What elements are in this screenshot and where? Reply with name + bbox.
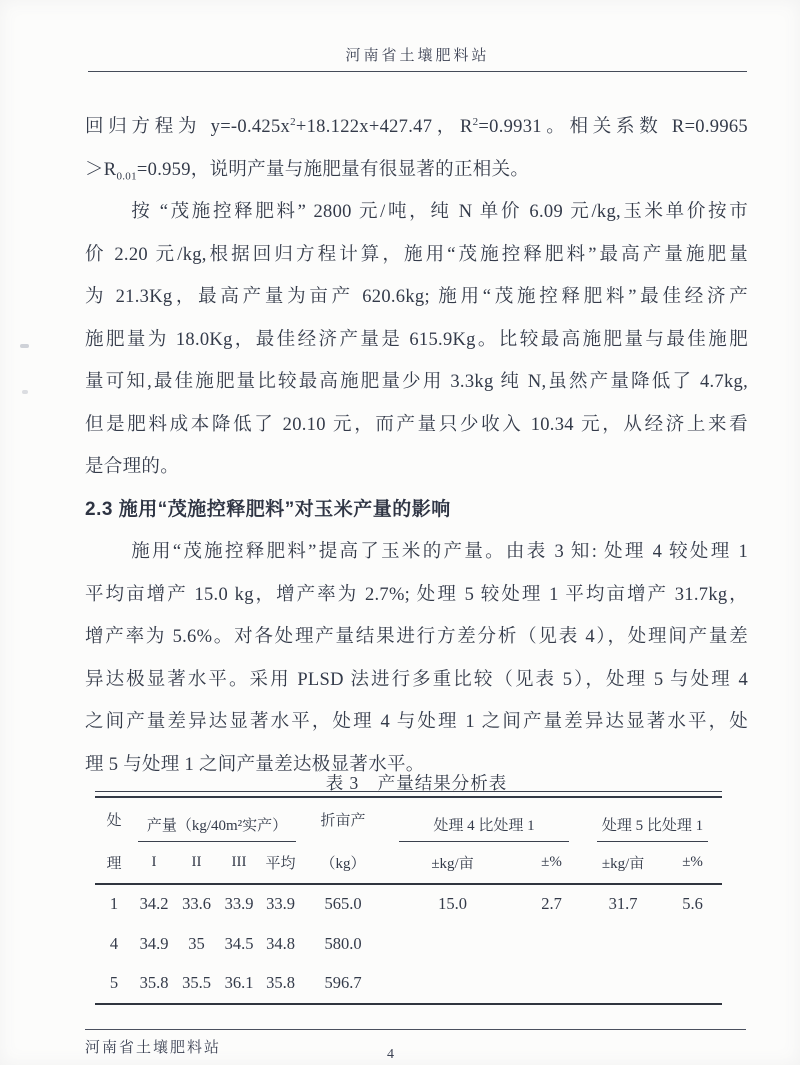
cell-kg-per-mu-t5: [583, 924, 663, 964]
paragraph3-line: 增产率为 5.6%。对各处理产量结果进行方差分析（见表 4），处理间产量差: [85, 627, 748, 647]
text-segment: ＞R: [85, 159, 117, 180]
cell-rep3: 33.9: [224, 894, 254, 914]
body-text-block: [85, 106, 748, 786]
table-row: [95, 924, 722, 964]
cell-rep3: 36.1: [224, 973, 254, 993]
header-rep2: II: [175, 842, 218, 884]
section-heading-2-3: 2.3 施用“茂施控释肥料”对玉米产量的影响: [85, 498, 451, 520]
text-segment: =0.9931。相关系数 R=0.9965: [478, 117, 748, 137]
cell-rep3: 34.5: [224, 933, 254, 953]
text-segment: 回归方程为 y=-0.425x: [85, 117, 291, 137]
header-yield-group: [133, 797, 301, 842]
cell-per-mu: 565.0: [324, 894, 362, 914]
cell-rep1: 34.2: [139, 894, 169, 914]
header-pct-t4: ±%: [520, 842, 583, 884]
cell-treatment: 4: [109, 933, 119, 953]
cell-rep1: 34.9: [139, 933, 169, 953]
cell-average: 34.8: [266, 933, 295, 953]
subscript: 0.01: [116, 170, 137, 183]
page-number: 4: [387, 1047, 394, 1062]
paragraph3-line: 平均亩增产 15.0 kg，增产率为 2.7%; 处理 5 较处理 1 平均亩增产 31.7kg，: [85, 584, 748, 605]
cell-kg-per-mu-t5: [583, 964, 663, 1005]
paragraph2-line: 量可知,最佳施肥量比较最高施肥量少用 3.3kg 纯 N,虽然产量降低了 4.7kg,: [85, 372, 748, 392]
header-treatment-bottom: 理: [95, 842, 133, 884]
paragraph1-line1: [85, 106, 748, 149]
cell-pct-t4: [520, 964, 583, 1005]
header-per-mu-top: 折亩产: [320, 813, 366, 829]
yield-group-label: 产量（kg/40m²实产）: [138, 814, 296, 842]
cell-pct-t5: [663, 924, 722, 964]
table3-wrapper: [95, 791, 722, 1005]
paragraph1-line2: [85, 149, 748, 192]
header-per-mu-bottom: （kg）: [301, 842, 385, 884]
scan-speck: [20, 344, 29, 348]
cell-average: 35.8: [266, 973, 295, 993]
cell-treatment: 5: [109, 973, 119, 993]
cell-rep2: 33.6: [182, 894, 211, 914]
header-t4-vs-t1-group: [385, 797, 583, 842]
paragraph2-line: 为 21.3Kg，最高产量为亩产 620.6kg; 施用“茂施控释肥料”最佳经济产: [85, 287, 748, 307]
header-rep1: I: [133, 842, 175, 884]
cell-rep1: 35.8: [139, 973, 169, 993]
cell-pct-t5: [663, 964, 722, 1005]
table-row: [95, 884, 722, 925]
cell-kg-per-mu-t4: [385, 964, 520, 1005]
footer-divider-line: [85, 1029, 746, 1030]
paragraph3-line: 理 5 与处理 1 之间产量差达极显著水平。: [85, 754, 425, 775]
cell-pct-t4: 2.7: [541, 894, 562, 914]
table-header-row-1: [95, 797, 722, 842]
yield-results-table: [95, 796, 722, 1006]
cell-rep2: 35: [188, 933, 205, 953]
header-average: 平均: [260, 842, 301, 884]
header-pct-t5: ±%: [663, 842, 722, 884]
paragraph3-line: 施用“茂施控释肥料”提高了玉米的产量。由表 3 知: 处理 4 较处理 1: [131, 542, 748, 562]
header-divider-line: [88, 71, 747, 72]
t5-group-label: 处理 5 比处理 1: [597, 814, 708, 842]
paragraph3-line: 异达极显著水平。采用 PLSD 法进行多重比较（见表 5），处理 5 与处理 4: [85, 669, 748, 690]
text-segment: =0.959，说明产量与施肥量有很显著的正相关。: [136, 159, 530, 180]
cell-pct-t4: [520, 924, 583, 964]
exponent: 2: [472, 115, 479, 128]
paragraph2-line: 是合理的。: [85, 457, 180, 477]
paragraph2-line: 施肥量为 18.0Kg，最佳经济产量是 615.9Kg。比较最高施肥量与最佳施肥: [85, 329, 748, 350]
cell-kg-per-mu-t4: [385, 924, 520, 964]
cell-rep2: 35.5: [182, 973, 211, 993]
document-header-title: 河南省土壤肥料站: [345, 48, 490, 64]
table-header-row-2: [95, 842, 722, 884]
paragraph2-line: 价 2.20 元/kg,根据回归方程计算，施用“茂施控释肥料”最高产量施肥量: [85, 244, 748, 265]
cell-average: 33.9: [266, 894, 295, 914]
table3-caption: 表 3 产量结果分析表: [325, 773, 508, 793]
paragraph2-line: 但是肥料成本降低了 20.10 元，而产量只少收入 10.34 元，从经济上来看: [85, 414, 748, 435]
header-kg-per-mu-t4: ±kg/亩: [385, 842, 520, 884]
paragraph2-line: 按 “茂施控释肥料” 2800 元/吨，纯 N 单价 6.09 元/kg,玉米单价按市: [131, 202, 748, 222]
header-kg-per-mu-t5: ±kg/亩: [583, 842, 663, 884]
t4-group-label: 处理 4 比处理 1: [399, 814, 569, 842]
cell-kg-per-mu-t5: 31.7: [608, 894, 638, 914]
text-segment: +18.122x+427.47，R: [295, 117, 473, 137]
table-row: [95, 964, 722, 1005]
cell-treatment: 1: [109, 894, 119, 914]
cell-pct-t5: 5.6: [682, 894, 703, 914]
header-t5-vs-t1-group: [583, 797, 722, 842]
exponent: 2: [290, 115, 296, 128]
footer-site-name: 河南省土壤肥料站: [85, 1040, 222, 1056]
header-treatment-top: 处: [106, 813, 122, 829]
scan-speck: [22, 390, 28, 394]
cell-per-mu: 580.0: [324, 933, 362, 953]
header-rep3: III: [218, 842, 260, 884]
paragraph3-line: 之间产量差异达显著水平，处理 4 与处理 1 之间产量差异达显著水平，处: [85, 712, 748, 732]
table-top-outer-rule: [95, 791, 722, 792]
cell-kg-per-mu-t4: 15.0: [438, 894, 467, 914]
cell-per-mu: 596.7: [324, 973, 362, 993]
